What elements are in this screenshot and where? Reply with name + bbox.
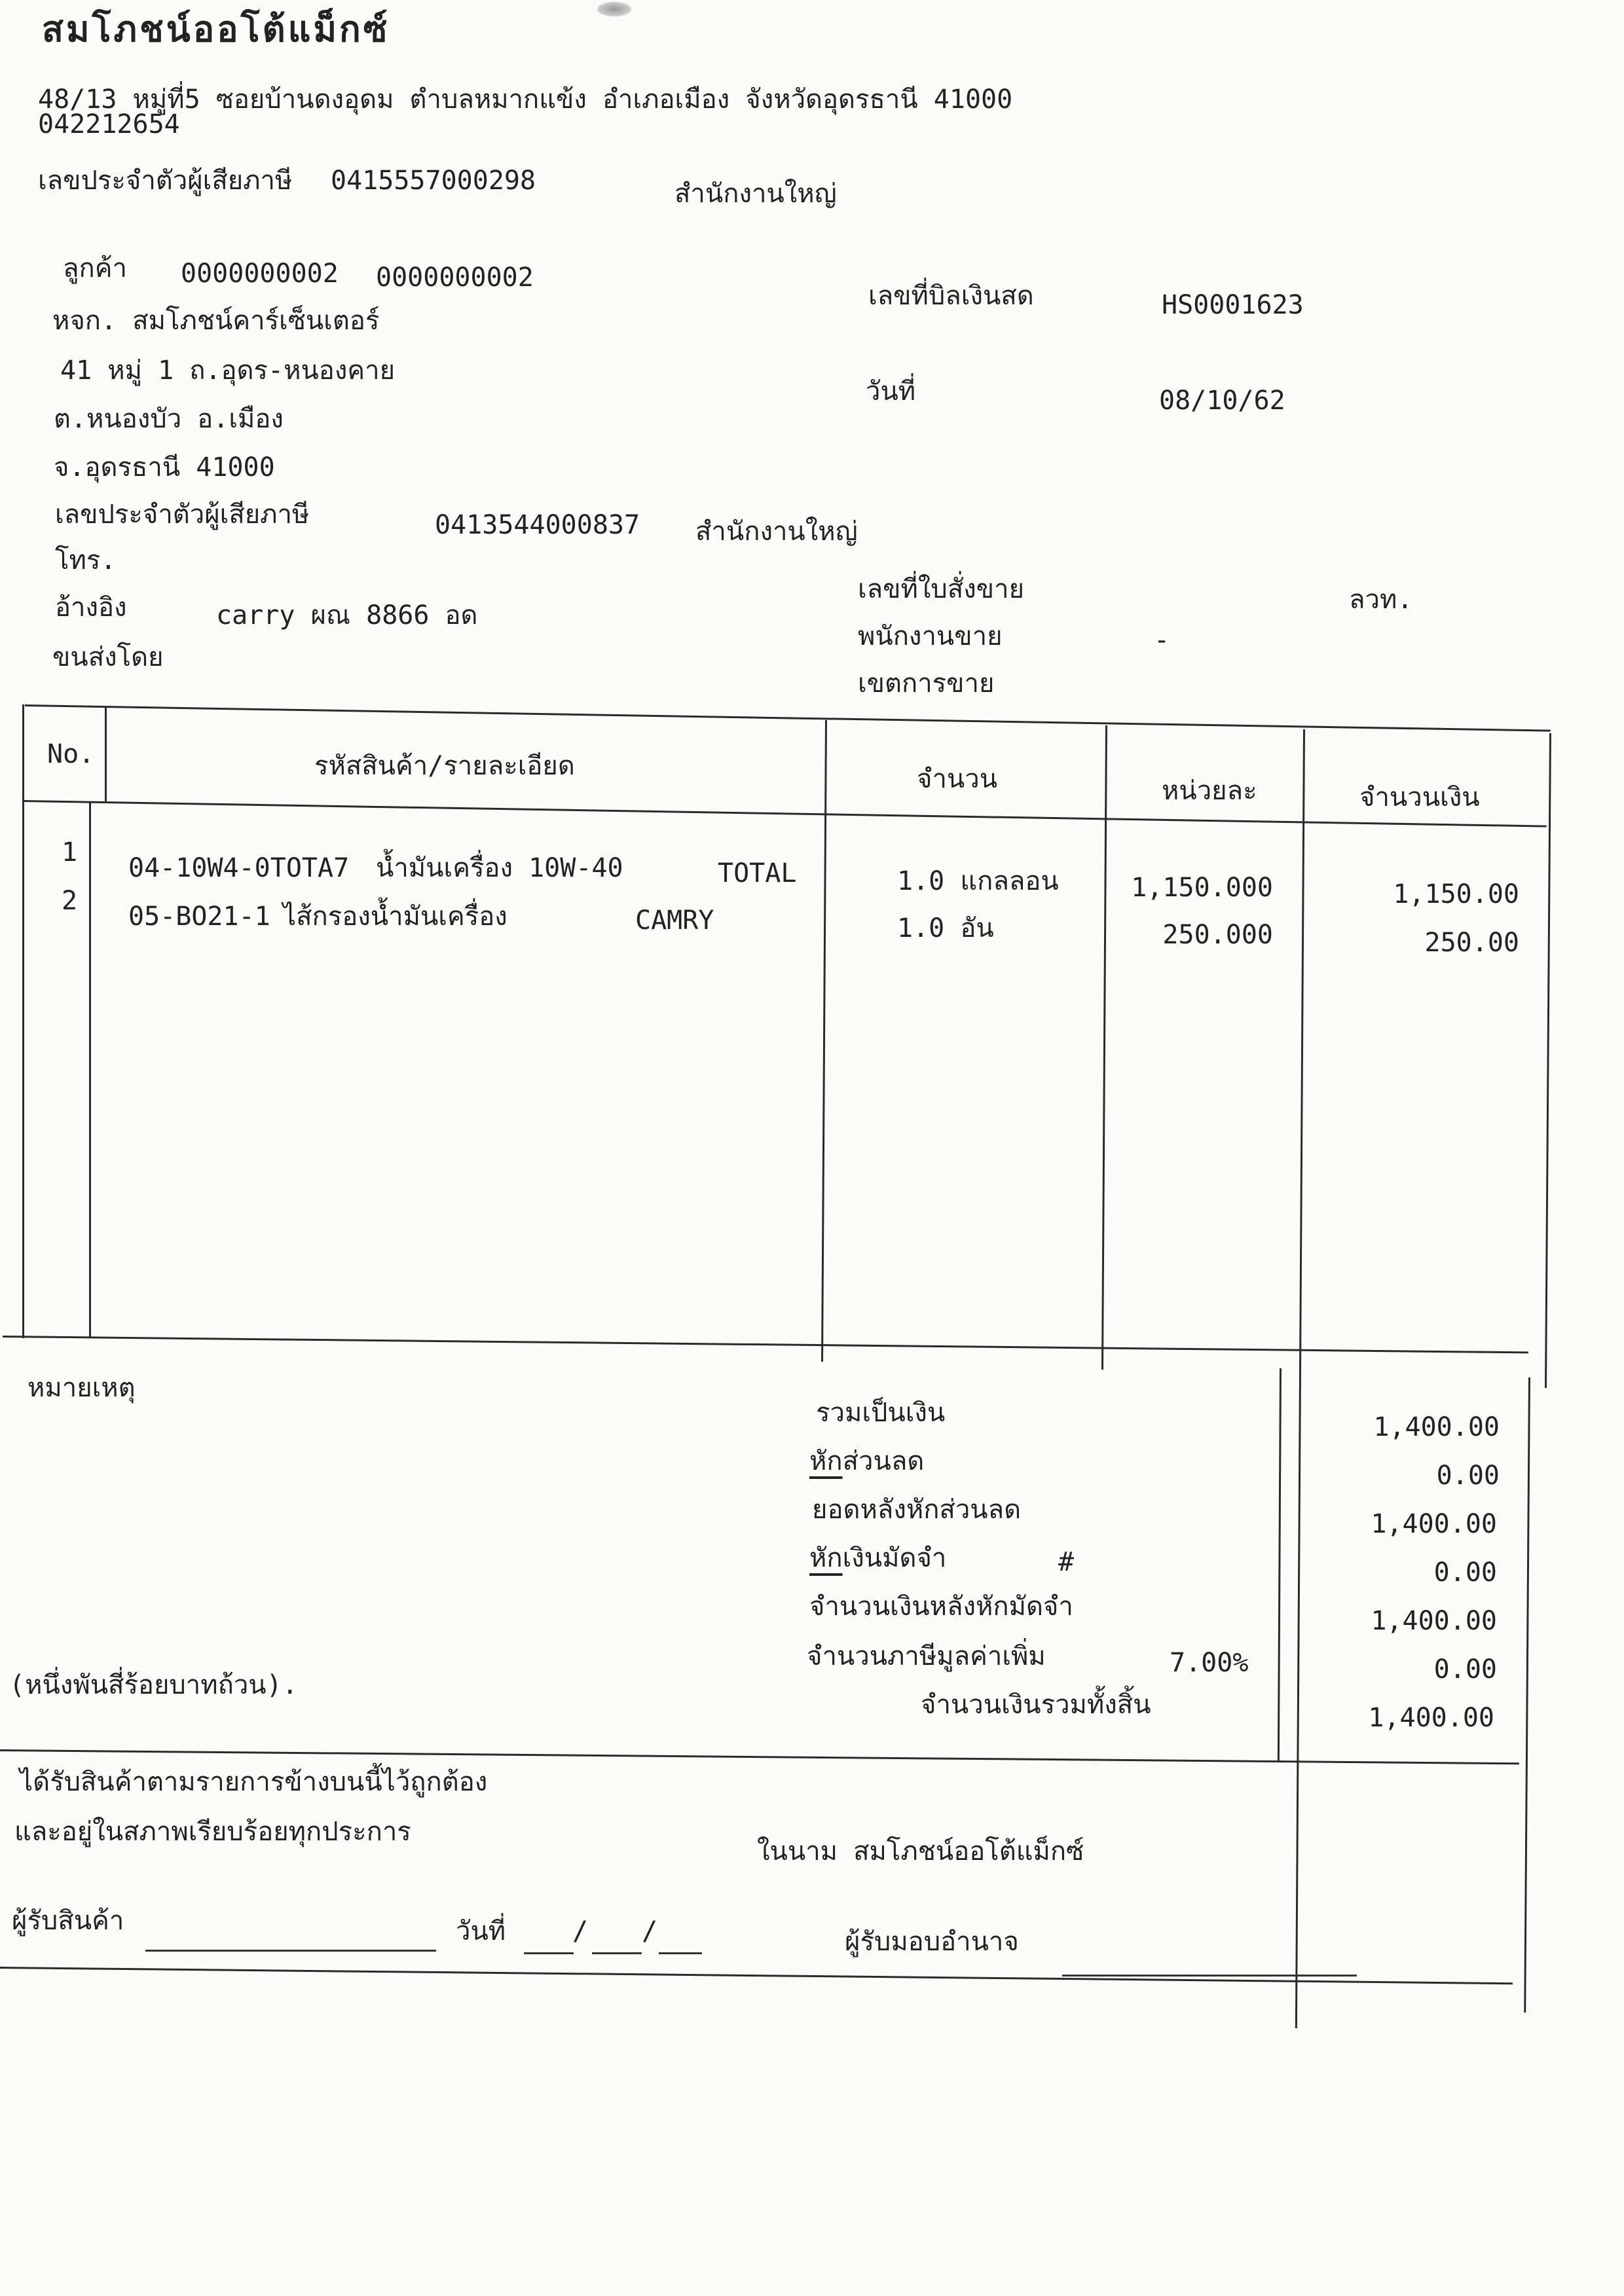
- col-divider-qty: [1101, 725, 1107, 1370]
- company-tax-id: 0415557000298: [331, 166, 536, 196]
- sales-order-label: เลขที่ใบสั่งขาย: [858, 574, 1025, 604]
- sales-order-value: ลวท.: [1349, 585, 1413, 615]
- receive-date-slash-2: /: [642, 1916, 658, 1946]
- reference-value: carry ผณ 8866 อด: [216, 600, 478, 630]
- grand-total-value: 1,400.00: [1368, 1703, 1494, 1733]
- on-behalf-text: ในนาม สมโภชน์ออโต้แม็กซ์: [757, 1836, 1084, 1867]
- product-code: 05-BO21-1: [128, 902, 270, 932]
- deposit-label: [809, 1545, 946, 1571]
- table-right-border: [1545, 733, 1551, 1388]
- col-divider-no-header: [105, 707, 107, 801]
- receive-date-month-blank: [592, 1930, 642, 1954]
- line-amount: 250.00: [1424, 928, 1519, 958]
- col-header-desc: รหัสสินค้า/รายละเอียด: [314, 751, 575, 781]
- salesperson-label: พนักงานขาย: [858, 621, 1003, 651]
- col-header-unit-price: หน่วยละ: [1162, 776, 1257, 806]
- receiver-signature-line: [145, 1927, 436, 1952]
- after-deposit-label: จำนวนเงินหลังหักมัดจำ: [809, 1592, 1073, 1622]
- receiver-label: ผู้รับสินค้า: [12, 1906, 124, 1936]
- receive-date-day-blank: [524, 1930, 574, 1954]
- shipping-label: ขนส่งโดย: [52, 642, 164, 672]
- company-phone: 042212654: [38, 109, 180, 139]
- authorized-signature-line: [1062, 1952, 1357, 1977]
- after-discount-value: 1,400.00: [1371, 1509, 1497, 1539]
- table-top-border: [25, 704, 1551, 732]
- customer-phone-label: โทร.: [55, 545, 117, 575]
- deposit-value: 0.00: [1433, 1558, 1497, 1588]
- received-text-1: ได้รับสินค้าตามรายการข้างบนนี้ไว้ถูกต้อง: [20, 1767, 488, 1797]
- vat-label: จำนวนภาษีมูลค่าเพิ่ม: [807, 1641, 1046, 1671]
- product-model: CAMRY: [635, 905, 714, 936]
- salesperson-value: -: [1154, 625, 1170, 655]
- received-text-2: และอยู่ในสภาพเรียบร้อยทุกประการ: [14, 1817, 411, 1847]
- bill-number-label: เลขที่บิลเงินสด: [868, 281, 1034, 311]
- row-number: 2: [62, 886, 78, 916]
- product-description: น้ำมันเครื่อง 10W-40: [376, 853, 623, 883]
- discount-prefix: หัก: [809, 1446, 843, 1476]
- company-address: 48/13 หมู่ที่5 ซอยบ้านดงอุดม ตำบลหมากแข้ง อำเภอเมือง จังหวัดอุดรธานี 41000: [38, 84, 1013, 115]
- reference-label: อ้างอิง: [55, 592, 127, 623]
- vat-rate: 7.00%: [1170, 1648, 1249, 1678]
- vat-value: 0.00: [1433, 1654, 1497, 1685]
- authorized-label: ผู้รับมอบอำนาจ: [845, 1927, 1019, 1957]
- customer-code-1: 0000000002: [181, 259, 339, 289]
- company-branch: สำนักงานใหญ่: [674, 179, 837, 209]
- customer-tax-id: 0413544000837: [435, 510, 640, 540]
- customer-name: หจก. สมโภชน์คาร์เซ็นเตอร์: [52, 306, 380, 336]
- product-model: TOTAL: [718, 858, 797, 888]
- unit-price: 250.000: [1162, 920, 1273, 950]
- receive-date-year-blank: [659, 1930, 702, 1954]
- remark-label: หมายเหตุ: [28, 1373, 136, 1403]
- discount-text: ส่วนลด: [842, 1446, 925, 1476]
- sales-area-label: เขตการขาย: [858, 668, 995, 699]
- customer-tax-id-label: เลขประจำตัวผู้เสียภาษี: [55, 500, 310, 530]
- col-divider-desc: [821, 720, 827, 1362]
- after-deposit-value: 1,400.00: [1371, 1606, 1497, 1636]
- receive-date-label: วันที่: [456, 1916, 506, 1946]
- company-name: สมโภชน์ออโต้แม็กซ์: [42, 9, 390, 50]
- col-header-qty: จำนวน: [917, 764, 998, 794]
- discount-label: [809, 1448, 924, 1474]
- customer-address-2: ต.หนองบัว อ.เมือง: [54, 404, 284, 434]
- bill-date-label: วันที่: [866, 376, 916, 407]
- amount-in-words: (หนึ่งพันสี่ร้อยบาทถ้วน).: [9, 1670, 298, 1700]
- customer-address-3: จ.อุดรธานี 41000: [54, 452, 275, 483]
- summary-bottom-border: [0, 1749, 1519, 1764]
- summary-divider: [1278, 1368, 1282, 1761]
- row-number: 1: [62, 837, 78, 867]
- bill-number: HS0001623: [1162, 290, 1304, 320]
- deposit-text: เงินมัดจำ: [842, 1543, 947, 1573]
- product-code: 04-10W4-0TOTA7: [128, 853, 350, 883]
- discount-value: 0.00: [1436, 1461, 1500, 1491]
- company-tax-id-label: เลขประจำตัวผู้เสียภาษี: [38, 166, 293, 196]
- col-header-amount: จำนวนเงิน: [1359, 782, 1480, 812]
- deposit-hash: #: [1058, 1547, 1075, 1577]
- customer-branch: สำนักงานใหญ่: [695, 517, 858, 547]
- scan-smudge: [596, 1, 633, 17]
- quantity: 1.0 แกลลอน: [897, 866, 1059, 896]
- table-left-border: [22, 704, 24, 1338]
- subtotal-label: รวมเป็นเงิน: [816, 1398, 946, 1428]
- col-divider-no: [89, 801, 91, 1338]
- quantity: 1.0 อัน: [897, 913, 994, 943]
- col-header-no: No.: [47, 739, 95, 769]
- subtotal-value: 1,400.00: [1373, 1412, 1500, 1442]
- customer-label: ลูกค้า: [63, 253, 127, 283]
- customer-code-2: 0000000002: [376, 263, 534, 293]
- deposit-prefix: หัก: [809, 1543, 843, 1573]
- unit-price: 1,150.000: [1131, 873, 1273, 903]
- receive-date-slash-1: /: [572, 1916, 589, 1946]
- col-divider-price: [1295, 729, 1305, 2028]
- summary-right-border: [1524, 1377, 1530, 2013]
- bill-date: 08/10/62: [1159, 386, 1285, 416]
- line-amount: 1,150.00: [1393, 879, 1519, 909]
- grand-total-label: จำนวนเงินรวมทั้งสิ้น: [921, 1690, 1151, 1720]
- customer-address-1: 41 หมู่ 1 ถ.อุดร-หนองคาย: [60, 355, 396, 386]
- after-discount-label: ยอดหลังหักส่วนลด: [812, 1495, 1022, 1525]
- product-description: ไส้กรองน้ำมันเครื่อง: [283, 902, 507, 932]
- table-header-border: [24, 800, 1547, 828]
